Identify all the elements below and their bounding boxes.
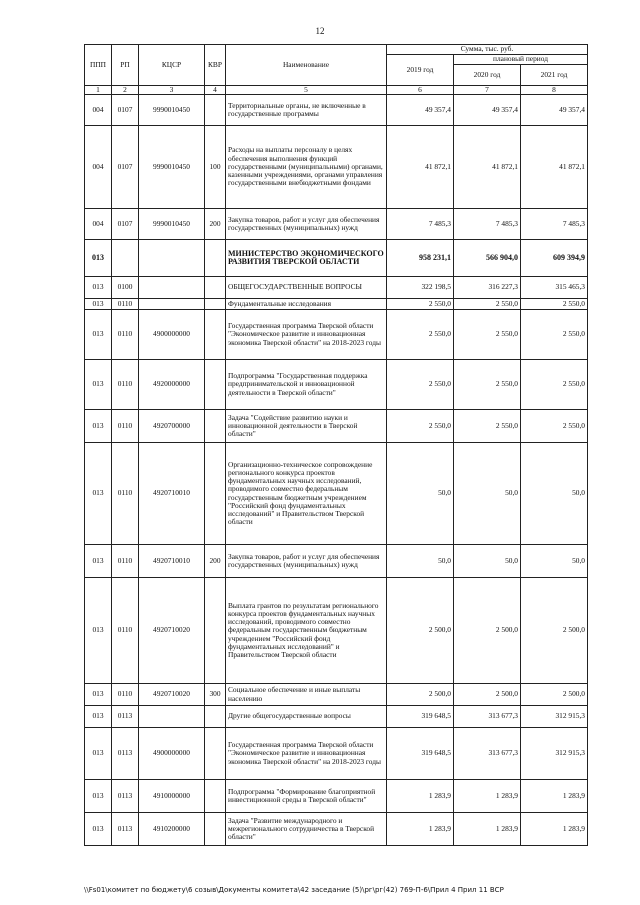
col-ppp-header: ППП [85, 45, 112, 86]
cell-ppp: 004 [85, 95, 112, 126]
cell-value-2021: 2 550,0 [521, 310, 588, 360]
table-row [85, 310, 588, 360]
cell-rp: 0113 [112, 706, 139, 728]
cell-value-2019: 319 648,5 [387, 706, 454, 728]
cell-value-2021: 50,0 [521, 545, 588, 578]
cell-rp: 0107 [112, 95, 139, 126]
table-row [85, 443, 588, 545]
cell-value-2021: 609 394,9 [521, 240, 588, 277]
footer-file-path: \\Fs01\комитет по бюджету\6 созыв\Документы комитета\42 заседание (5)\рг\рг(42) 769-П-6\Прил 4 Прил 11 ВСР [84, 886, 504, 894]
cell-value-2021: 2 500,0 [521, 684, 588, 706]
cell-rp: 0113 [112, 780, 139, 813]
page-number: 12 [315, 26, 325, 36]
cell-kvr: 200 [205, 545, 226, 578]
cell-kvr [205, 240, 226, 277]
cell-value-2021: 2 550,0 [521, 299, 588, 310]
cell-value-2020: 313 677,3 [454, 706, 521, 728]
cell-value-2021: 49 357,4 [521, 95, 588, 126]
cell-value-2020: 41 872,1 [454, 126, 521, 209]
cell-kvr [205, 95, 226, 126]
cell-name: Выплата грантов по результатам регионального конкурса проектов фундаментальных научных исследований, проводимого совместно федеральным государственным бюджетным учреждением "Российский фонд фундаментальных исследований" и Правительством Тверской области [226, 578, 387, 684]
cell-ppp: 013 [85, 813, 112, 846]
cell-kcsr: 9990010450 [139, 209, 205, 240]
cell-rp: 0113 [112, 728, 139, 780]
year-2021-header: 2021 год [521, 65, 588, 86]
cell-ppp: 013 [85, 360, 112, 410]
cell-value-2019: 958 231,1 [387, 240, 454, 277]
cell-ppp: 013 [85, 780, 112, 813]
cell-name: Расходы на выплаты персоналу в целях обеспечения выполнения функций государственными (муниципальными) органами, казенными учреждениями, органами управления государственными внебюджетными фондами [226, 126, 387, 209]
cell-ppp: 013 [85, 310, 112, 360]
index-cell: 6 [387, 86, 454, 95]
cell-kvr: 300 [205, 684, 226, 706]
table-row [85, 706, 588, 728]
cell-kcsr: 4910200000 [139, 813, 205, 846]
cell-value-2020: 2 500,0 [454, 578, 521, 684]
cell-value-2020: 2 550,0 [454, 299, 521, 310]
cell-ppp: 013 [85, 728, 112, 780]
cell-value-2019: 41 872,1 [387, 126, 454, 209]
cell-name: Фундаментальные исследования [226, 299, 387, 310]
cell-value-2019: 2 500,0 [387, 684, 454, 706]
table-row [85, 360, 588, 410]
cell-name: Закупка товаров, работ и услуг для обеспечения государственных (муниципальных) нужд [226, 545, 387, 578]
table-row [85, 209, 588, 240]
cell-rp: 0110 [112, 360, 139, 410]
cell-kvr: 100 [205, 126, 226, 209]
cell-kcsr: 4900000000 [139, 310, 205, 360]
cell-rp: 0113 [112, 813, 139, 846]
cell-rp: 0100 [112, 277, 139, 299]
cell-kcsr: 4920710010 [139, 545, 205, 578]
table-row [85, 277, 588, 299]
cell-rp: 0110 [112, 410, 139, 443]
cell-ppp: 004 [85, 209, 112, 240]
table-row [85, 240, 588, 277]
cell-value-2019: 322 198,5 [387, 277, 454, 299]
cell-kcsr [139, 277, 205, 299]
cell-ppp: 013 [85, 410, 112, 443]
cell-value-2021: 1 283,9 [521, 813, 588, 846]
sum-header: Сумма, тыс. руб. [387, 45, 588, 55]
cell-kcsr: 4920000000 [139, 360, 205, 410]
cell-value-2020: 1 283,9 [454, 813, 521, 846]
cell-value-2021: 41 872,1 [521, 126, 588, 209]
cell-kcsr: 4920710010 [139, 443, 205, 545]
cell-value-2021: 50,0 [521, 443, 588, 545]
plan-period-header: плановый период [454, 55, 588, 65]
cell-value-2019: 50,0 [387, 443, 454, 545]
cell-name: Закупка товаров, работ и услуг для обеспечения государственных (муниципальных) нужд [226, 209, 387, 240]
cell-value-2021: 1 283,9 [521, 780, 588, 813]
cell-rp: 0110 [112, 299, 139, 310]
cell-ppp: 013 [85, 578, 112, 684]
cell-value-2019: 1 283,9 [387, 780, 454, 813]
cell-value-2019: 319 648,5 [387, 728, 454, 780]
cell-value-2019: 50,0 [387, 545, 454, 578]
cell-value-2021: 315 465,3 [521, 277, 588, 299]
table-row [85, 126, 588, 209]
cell-kvr [205, 813, 226, 846]
cell-value-2021: 7 485,3 [521, 209, 588, 240]
cell-kvr [205, 443, 226, 545]
cell-kcsr: 9990010450 [139, 126, 205, 209]
cell-value-2020: 2 550,0 [454, 310, 521, 360]
table-row [85, 410, 588, 443]
cell-kvr [205, 706, 226, 728]
cell-name: Территориальные органы, не включенные в государственные программы [226, 95, 387, 126]
cell-name: Задача "Содействие развитию науки и инновационной деятельности в Тверской области" [226, 410, 387, 443]
cell-name: Социальное обеспечение и иные выплаты населению [226, 684, 387, 706]
cell-value-2021: 2 550,0 [521, 360, 588, 410]
cell-value-2020: 49 357,4 [454, 95, 521, 126]
index-cell: 7 [454, 86, 521, 95]
cell-kvr [205, 578, 226, 684]
index-cell: 4 [205, 86, 226, 95]
table-row [85, 578, 588, 684]
cell-value-2020: 1 283,9 [454, 780, 521, 813]
cell-value-2020: 2 550,0 [454, 410, 521, 443]
cell-rp: 0110 [112, 578, 139, 684]
table-body [85, 95, 588, 846]
cell-ppp: 013 [85, 277, 112, 299]
cell-rp: 0110 [112, 545, 139, 578]
cell-name: Подпрограмма "Формирование благоприятной инвестиционной среды в Тверской области" [226, 780, 387, 813]
cell-kcsr: 4900000000 [139, 728, 205, 780]
table-row [85, 780, 588, 813]
budget-table [84, 44, 588, 846]
index-cell: 2 [112, 86, 139, 95]
cell-name: Организационно-техническое сопровождение регионального конкурса проектов фундаментальных научных исследований, проводимого совместно федеральным государственным бюджетным учреждением "Российский фонд фундаментальных исследований" и Правительством Тверской области [226, 443, 387, 545]
cell-ppp: 013 [85, 706, 112, 728]
cell-value-2019: 2 550,0 [387, 360, 454, 410]
cell-ppp: 004 [85, 126, 112, 209]
table-row [85, 813, 588, 846]
cell-name: Подпрограмма "Государственная поддержка предпринимательской и инновационной деятельности в Тверской области" [226, 360, 387, 410]
cell-kcsr: 4920710020 [139, 578, 205, 684]
cell-name: Государственная программа Тверской области "Экономическое развитие и инновационная экономика Тверской области" на 2018-2023 годы [226, 310, 387, 360]
cell-value-2019: 1 283,9 [387, 813, 454, 846]
cell-value-2019: 2 550,0 [387, 310, 454, 360]
cell-rp: 0110 [112, 684, 139, 706]
col-kcsr-header: КЦСР [139, 45, 205, 86]
cell-value-2021: 2 550,0 [521, 410, 588, 443]
cell-kcsr: 4920700000 [139, 410, 205, 443]
cell-name: МИНИСТЕРСТВО ЭКОНОМИЧЕСКОГО РАЗВИТИЯ ТВЕРСКОЙ ОБЛАСТИ [226, 240, 387, 277]
cell-rp: 0107 [112, 209, 139, 240]
cell-kcsr [139, 299, 205, 310]
col-name-header: Наименование [226, 45, 387, 86]
cell-kcsr [139, 706, 205, 728]
cell-ppp: 013 [85, 684, 112, 706]
col-rp-header: РП [112, 45, 139, 86]
cell-value-2021: 312 915,3 [521, 706, 588, 728]
cell-name: Другие общегосударственные вопросы [226, 706, 387, 728]
cell-kvr: 200 [205, 209, 226, 240]
cell-ppp: 013 [85, 545, 112, 578]
cell-ppp: 013 [85, 240, 112, 277]
index-cell: 3 [139, 86, 205, 95]
table-row [85, 728, 588, 780]
cell-name: Задача "Развитие международного и межрегионального сотрудничества в Тверской области" [226, 813, 387, 846]
cell-kcsr [139, 240, 205, 277]
cell-kcsr: 4920710020 [139, 684, 205, 706]
cell-value-2021: 2 500,0 [521, 578, 588, 684]
year-2019-header: 2019 год [387, 55, 454, 86]
table-row [85, 299, 588, 310]
index-cell: 5 [226, 86, 387, 95]
cell-value-2019: 2 500,0 [387, 578, 454, 684]
cell-value-2020: 50,0 [454, 545, 521, 578]
cell-rp [112, 240, 139, 277]
cell-rp: 0110 [112, 310, 139, 360]
cell-kvr [205, 277, 226, 299]
cell-value-2019: 7 485,3 [387, 209, 454, 240]
cell-kvr [205, 310, 226, 360]
cell-kvr [205, 780, 226, 813]
table-row [85, 95, 588, 126]
cell-kcsr: 9990010450 [139, 95, 205, 126]
index-cell: 8 [521, 86, 588, 95]
cell-name: ОБЩЕГОСУДАРСТВЕННЫЕ ВОПРОСЫ [226, 277, 387, 299]
cell-value-2020: 566 904,0 [454, 240, 521, 277]
cell-value-2020: 2 500,0 [454, 684, 521, 706]
cell-value-2020: 316 227,3 [454, 277, 521, 299]
cell-value-2021: 312 915,3 [521, 728, 588, 780]
cell-kvr [205, 299, 226, 310]
cell-value-2020: 313 677,3 [454, 728, 521, 780]
cell-kvr [205, 410, 226, 443]
cell-value-2020: 50,0 [454, 443, 521, 545]
index-cell: 1 [85, 86, 112, 95]
cell-kvr [205, 728, 226, 780]
cell-value-2020: 7 485,3 [454, 209, 521, 240]
year-2020-header: 2020 год [454, 65, 521, 86]
cell-value-2019: 49 357,4 [387, 95, 454, 126]
cell-name: Государственная программа Тверской области "Экономическое развитие и инновационная экономика Тверской области" на 2018-2023 годы [226, 728, 387, 780]
cell-ppp: 013 [85, 299, 112, 310]
table-row [85, 545, 588, 578]
col-kvr-header: КВР [205, 45, 226, 86]
cell-rp: 0110 [112, 443, 139, 545]
cell-value-2020: 2 550,0 [454, 360, 521, 410]
table-row [85, 684, 588, 706]
cell-kcsr: 4910000000 [139, 780, 205, 813]
cell-value-2019: 2 550,0 [387, 410, 454, 443]
cell-kvr [205, 360, 226, 410]
cell-ppp: 013 [85, 443, 112, 545]
cell-rp: 0107 [112, 126, 139, 209]
cell-value-2019: 2 550,0 [387, 299, 454, 310]
